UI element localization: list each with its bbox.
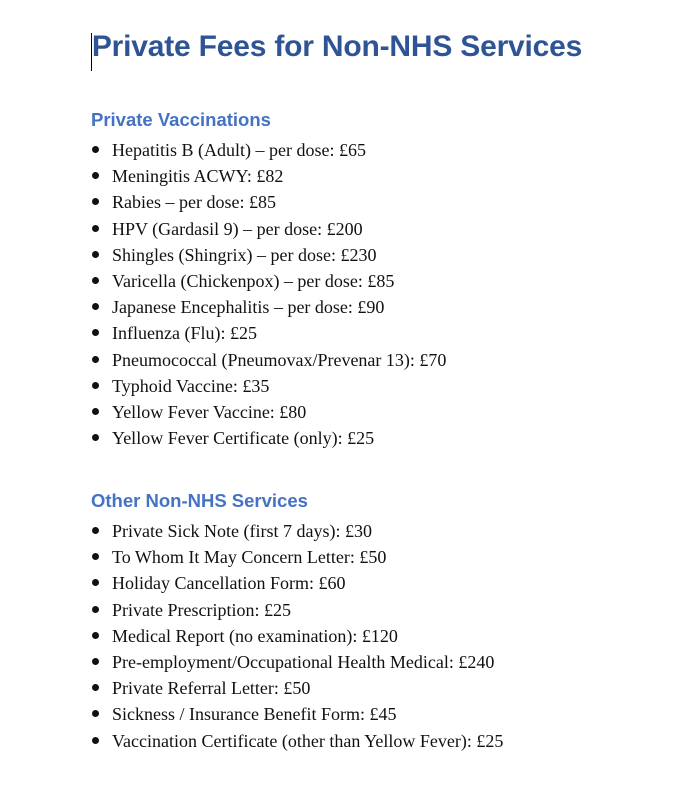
bullet-icon bbox=[92, 553, 99, 560]
bullet-icon bbox=[92, 684, 99, 691]
list-item-text: Rabies – per dose: £85 bbox=[112, 192, 276, 213]
bullet-icon bbox=[92, 225, 99, 232]
list-item-text: Influenza (Flu): £25 bbox=[112, 323, 257, 344]
bullet-icon bbox=[92, 527, 99, 534]
list-item-text: Hepatitis B (Adult) – per dose: £65 bbox=[112, 140, 366, 160]
bullet-icon bbox=[92, 434, 99, 441]
list-item-text: Meningitis ACWY: £82 bbox=[112, 166, 284, 187]
bullet-icon bbox=[92, 277, 99, 284]
list-item-text: Yellow Fever Certificate (only): £25 bbox=[112, 428, 375, 449]
bullet-icon bbox=[92, 172, 99, 179]
bullet-icon bbox=[92, 303, 99, 310]
list-item-text: Shingles (Shingrix) – per dose: £230 bbox=[112, 244, 377, 265]
bullet-icon bbox=[92, 251, 99, 258]
list-item-text: Private Prescription: £25 bbox=[112, 599, 291, 620]
list-item-text: Medical Report (no examination): £120 bbox=[112, 625, 398, 646]
list-item-text: HPV (Gardasil 9) – per dose: £200 bbox=[112, 218, 363, 239]
bullet-icon bbox=[92, 408, 99, 415]
list-item-text: Pre-employment/Occupational Health Medical: £240 bbox=[112, 651, 495, 672]
list-item-text: Private Sick Note (first 7 days): £30 bbox=[112, 521, 372, 541]
bullet-icon bbox=[92, 329, 99, 336]
document-title[interactable] bbox=[92, 30, 582, 64]
document-title-text: Private Fees for Non-NHS Services bbox=[91, 30, 583, 63]
bullet-icon bbox=[92, 356, 99, 363]
section-heading-private-vaccinations: Private Vaccinations bbox=[91, 109, 271, 130]
section-heading-other-services: Other Non-NHS Services bbox=[91, 490, 308, 511]
bullet-icon bbox=[92, 146, 99, 153]
title-container bbox=[0, 30, 694, 64]
list-item-text: Yellow Fever Vaccine: £80 bbox=[112, 401, 307, 422]
list-item-text: Private Referral Letter: £50 bbox=[112, 678, 311, 699]
list-item-text: Vaccination Certificate (other than Yellow Fever): £25 bbox=[112, 730, 504, 751]
bullet-icon bbox=[92, 658, 99, 665]
list-item-text: Holiday Cancellation Form: £60 bbox=[112, 573, 346, 594]
bullet-icon bbox=[92, 632, 99, 639]
bullet-icon bbox=[92, 710, 99, 717]
list-item-text: Varicella (Chickenpox) – per dose: £85 bbox=[112, 270, 395, 291]
bullet-icon bbox=[92, 737, 99, 744]
list-item-text: Japanese Encephalitis – per dose: £90 bbox=[112, 297, 385, 318]
bullet-icon bbox=[92, 198, 99, 205]
text-cursor bbox=[91, 33, 93, 71]
list-item-text: Sickness / Insurance Benefit Form: £45 bbox=[112, 704, 397, 725]
bullet-icon bbox=[92, 606, 99, 613]
list-item-text: Pneumococcal (Pneumovax/Prevenar 13): £70 bbox=[112, 349, 447, 370]
bullet-icon bbox=[92, 579, 99, 586]
list-item-text: Typhoid Vaccine: £35 bbox=[112, 375, 270, 396]
list-item-text: To Whom It May Concern Letter: £50 bbox=[112, 547, 387, 568]
bullet-icon bbox=[92, 382, 99, 389]
